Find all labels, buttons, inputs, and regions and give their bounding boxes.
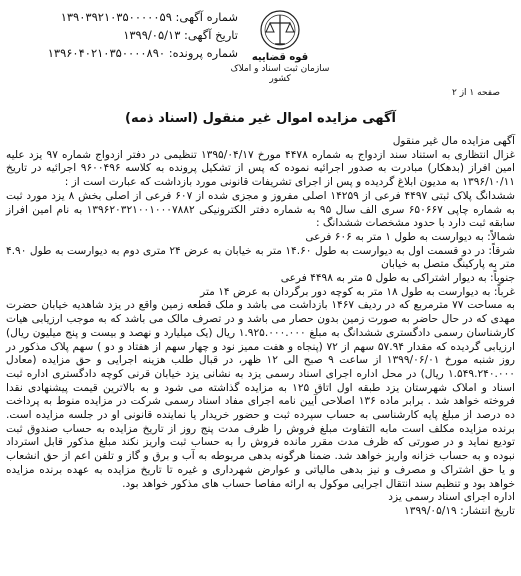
ad-body xyxy=(6,135,515,519)
boundary-west: غرباً: به دیوارست به طول ۱۸ متر به کوچه دور برگردان به عرض ۱۴ متر xyxy=(200,285,515,298)
page-title: آگهی مزایده اموال غیر منقول (اسناد ذمه) xyxy=(125,111,396,126)
organization-label: سازمان ثبت اسناد و املاک کشور xyxy=(230,64,330,84)
emblem-icon xyxy=(258,8,302,52)
publication-date: تاریخ انتشار: ۱۳۹۹/۰۵/۱۹ xyxy=(404,504,515,517)
file-number: شماره پرونده: ۱۳۹۶۰۴۰۲۱۰۳۵۰۰۰۰۸۹۰ xyxy=(47,46,238,60)
ad-metadata xyxy=(8,8,238,62)
issuer-signature: اداره اجرای اسناد رسمی یزد xyxy=(388,491,515,504)
ad-date: تاریخ آگهی: ۱۳۹۹/۰۵/۱۳ xyxy=(123,28,238,42)
ad-intro-paragraph: غزال انتظاری به استناد سند ازدواج به شماره ۴۴۷۸ مورخ ۱۳۹۵/۰۴/۱۷ تنظیمی در دفتر ازدواج شماره ۹۷ یزد علیه امین افراز (بدهکار) مبادرت به صدور اجرائیه نموده که پس از تشکیل پرونده به کلاسه ۹۶۰۰۴۹۶ اجرائیه در تاریخ ۱۳۹۶/۱۰/۱۱ به مدیون ابلاغ گردیده و پس از اجرای تشریفات قانونی مورد بازداشت که عبارت است از : xyxy=(6,148,516,189)
auction-terms-paragraph: به مساحت ۷۷ مترمربع که در ردیف ۱۴۶۷ بازداشت می باشد و ملک قطعه زمین واقع در یزد شاهدیه خیابان حضرت مهدی که در حال حاضر به صورت زمین بدون حصار می باشد و در تصرف مالک می باشد که به موجب ارزیابی هیات کارشناسان رسمی دادگستری ششدانگ به مبلغ ۱.۹۲۵.۰۰۰.۰۰۰ ریال (یک میلیارد و نهصد و بیست و پنج میلیون ریال) ارزیابی گردیده که مقدار ۵۷.۹۴ سهم از ۷۲ (پنجاه و هفت ممیز نود و چهار سهم از هفتاد و دو ) سهم پلاک مذکور در روز شنبه مورخ ۱۳۹۹/۰۶/۰۱ از ساعت ۹ صبح الی ۱۲ ظهر، در قبال طلب هزینه اجرایی و حق مزایده (معادل ۱.۵۴۹.۲۴۰.۰۰۰ ریال) در محل اداره اجرای اسناد رسمی یزد به نشانی یزد خیابان قرنی کوچه دادگستری اداره ثبت اسناد و املاک شهرستان یزد طبقه اول اتاق ۱۲۵ به مزایده گذاشته می شود و به بالاترین قیمت پیشنهادی نقدا فروخته خواهد شد . برابر ماده ۱۳۶ اصلاحی آیین نامه اجرای مفاد اسناد رسمی شرکت در مزایده منوط به پرداخت ده درصد از مبلغ پایه کارشناسی به حساب سپرده ثبت و حضور خریدار یا نماینده قانونی او در جلسه مزایده است. برنده مزایده مکلف است مابه التفاوت مبلغ فروش را ظرف مدت پنج روز از تاریخ مزایده به حساب صندوق ثبت تودیع نماید و در صورتی که ظرف مدت مقرر مانده فروش را به حساب ثبت واریز نکند مبلغ مذکور قابل استرداد نبوده و به حساب خزانه واریز خواهد شد. ضمنا هرگونه بدهی مربوطه به آب و برق و گاز و تلفن اعم از حق انشعاب و یا حق اشتراک و مصرف و نیز بدهی مالیاتی و عوارض شهرداری و غیره تا تاریخ مزایده به عهده برنده مزایده خواهد بود و تنظیم سند انتقال اجرایی موکول به ارائه مفاصا حساب های مذکور خواهد بود. xyxy=(6,299,515,490)
boundary-south: جنوباً: به دیوار اشتراکی به طول ۵ متر به ۴۴۹۸ فرعی xyxy=(280,272,515,285)
judiciary-emblem xyxy=(225,8,335,88)
boundary-north: شمالاً: به دیوارست به طول ۱ متر به ۶۰۶ فرعی xyxy=(305,230,515,243)
boundary-east: شرقاً: در دو قسمت اول به دیوارست به طول ۱۴.۶۰ متر به خیابان به عرض ۲۴ متری دوم به دیوارست به طول ۴.۹۰ متر به پارکینگ متصل به خیابان xyxy=(6,244,515,271)
property-paragraph: ششدانگ پلاک ثبتی ۴۴۹۷ فرعی از ۱۴۲۵۹ اصلی مفروز و مجزی شده از ۶۰۷ فرعی از اصلی بخش ۸ یزد مورد ثبت به شماره چاپی ۶۵۰۶۶۷ سری الف سال ۹۵ به شماره دفتر الکترونیکی ۱۳۹۶۲۰۳۲۱۰۰۱۰۰۰۷۸۸۲ به نام امین افراز سابقه ثبت دارد با حدود مشخصات ششدانگ : xyxy=(6,189,516,230)
judiciary-label: قوه قضاییه xyxy=(251,52,309,63)
ad-number: شماره آگهی: ۱۳۹۰۳۹۲۱۰۳۵۰۰۰۰۰۵۹ xyxy=(60,10,238,24)
page-number: صفحه ۱ از ۲ xyxy=(452,88,500,98)
ad-heading: آگهی مزایده مال غیر منقول xyxy=(392,135,515,147)
